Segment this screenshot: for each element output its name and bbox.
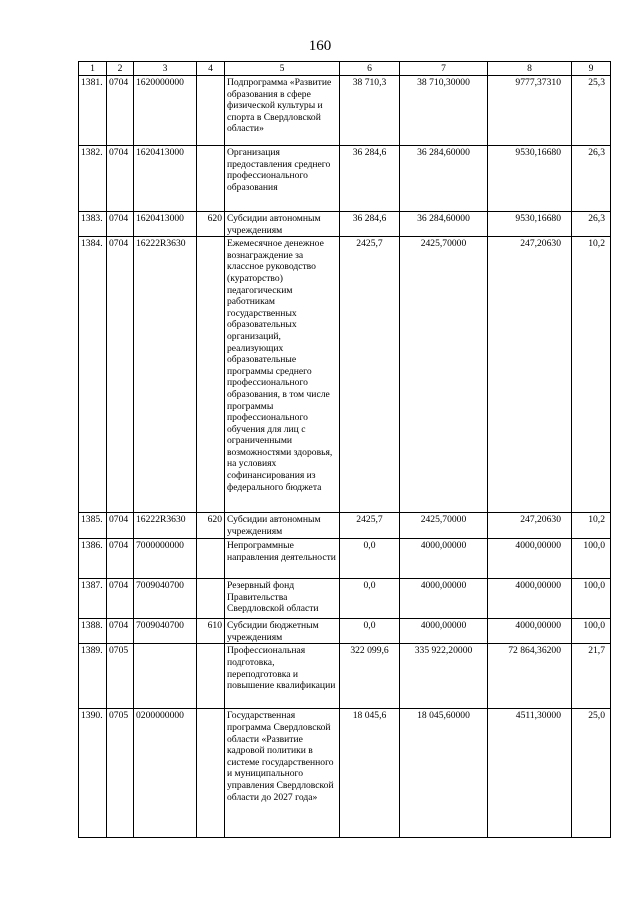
value-col8: 72 864,36200 <box>488 644 572 709</box>
col-header: 9 <box>572 62 611 76</box>
row-number: 1385. <box>79 513 107 539</box>
item-name: Подпрограмма «Развитие образования в сфере физической культуры и спорта в Свердловской области» <box>225 76 340 146</box>
target-article-code: 16222R3630 <box>134 513 197 539</box>
value-col6: 0,0 <box>340 619 400 644</box>
table-row <box>79 146 611 212</box>
target-article-code: 7009040700 <box>134 619 197 644</box>
item-name: Субсидии бюджетным учреждениям <box>225 619 340 644</box>
value-col6: 36 284,6 <box>340 146 400 212</box>
expense-type-code <box>197 644 225 709</box>
col-header: 1 <box>79 62 107 76</box>
table-row <box>79 619 611 644</box>
item-name: Ежемесячное денежное вознаграждение за классное руководство (кураторство) педагогическим работникам государственных образовательных организаций, реализующих образовательные программы среднего профессионального образования, в том числе программы профессионального обучения для лиц с ограниченными возможностями здоровья, на условиях софинансирования из федерального бюджета <box>225 237 340 513</box>
section-code: 0704 <box>107 76 134 146</box>
value-col7: 2425,70000 <box>400 237 488 513</box>
expense-type-code: 620 <box>197 212 225 237</box>
value-col8: 4000,00000 <box>488 539 572 579</box>
expense-type-code <box>197 709 225 838</box>
table-row <box>79 709 611 838</box>
value-col7: 4000,00000 <box>400 579 488 619</box>
col-header: 6 <box>340 62 400 76</box>
table-row <box>79 644 611 709</box>
value-col6: 0,0 <box>340 539 400 579</box>
value-col8: 247,20630 <box>488 237 572 513</box>
expense-type-code: 610 <box>197 619 225 644</box>
target-article-code: 1620413000 <box>134 212 197 237</box>
section-code: 0704 <box>107 579 134 619</box>
item-name: Непрограммные направления деятельности <box>225 539 340 579</box>
budget-table <box>78 61 611 838</box>
value-col6: 38 710,3 <box>340 76 400 146</box>
value-col7: 335 922,20000 <box>400 644 488 709</box>
col-header: 5 <box>225 62 340 76</box>
expense-type-code: 620 <box>197 513 225 539</box>
table-row <box>79 539 611 579</box>
value-col9: 26,3 <box>572 212 611 237</box>
expense-type-code <box>197 146 225 212</box>
value-col6: 36 284,6 <box>340 212 400 237</box>
value-col7: 4000,00000 <box>400 619 488 644</box>
value-col6: 322 099,6 <box>340 644 400 709</box>
value-col9: 100,0 <box>572 579 611 619</box>
target-article-code: 1620000000 <box>134 76 197 146</box>
value-col7: 36 284,60000 <box>400 212 488 237</box>
table-row <box>79 513 611 539</box>
target-article-code: 7009040700 <box>134 579 197 619</box>
row-number: 1390. <box>79 709 107 838</box>
target-article-code: 1620413000 <box>134 146 197 212</box>
row-number: 1381. <box>79 76 107 146</box>
item-name: Резервный фонд Правительства Свердловской области <box>225 579 340 619</box>
col-header: 8 <box>488 62 572 76</box>
target-article-code <box>134 644 197 709</box>
table-row <box>79 76 611 146</box>
value-col7: 18 045,60000 <box>400 709 488 838</box>
item-name: Государственная программа Свердловской области «Развитие кадровой политики в системе государственного и муниципального управления Свердловской области до 2027 года» <box>225 709 340 838</box>
value-col8: 4000,00000 <box>488 619 572 644</box>
value-col8: 4511,30000 <box>488 709 572 838</box>
value-col9: 10,2 <box>572 513 611 539</box>
value-col9: 26,3 <box>572 146 611 212</box>
value-col9: 25,3 <box>572 76 611 146</box>
value-col8: 9777,37310 <box>488 76 572 146</box>
section-code: 0705 <box>107 644 134 709</box>
item-name: Организация предоставления среднего профессионального образования <box>225 146 340 212</box>
row-number: 1382. <box>79 146 107 212</box>
item-name: Субсидии автономным учреждениям <box>225 212 340 237</box>
expense-type-code <box>197 579 225 619</box>
section-code: 0704 <box>107 212 134 237</box>
target-article-code: 0200000000 <box>134 709 197 838</box>
table-body <box>79 76 611 838</box>
row-number: 1384. <box>79 237 107 513</box>
value-col8: 9530,16680 <box>488 146 572 212</box>
expense-type-code <box>197 539 225 579</box>
item-name: Профессиональная подготовка, переподготовка и повышение квалификации <box>225 644 340 709</box>
value-col9: 25,0 <box>572 709 611 838</box>
value-col6: 2425,7 <box>340 237 400 513</box>
value-col7: 4000,00000 <box>400 539 488 579</box>
value-col6: 18 045,6 <box>340 709 400 838</box>
target-article-code: 7000000000 <box>134 539 197 579</box>
value-col8: 247,20630 <box>488 513 572 539</box>
section-code: 0704 <box>107 513 134 539</box>
value-col6: 0,0 <box>340 579 400 619</box>
section-code: 0705 <box>107 709 134 838</box>
page-number: 160 <box>308 38 332 54</box>
value-col8: 9530,16680 <box>488 212 572 237</box>
section-code: 0704 <box>107 237 134 513</box>
row-number: 1383. <box>79 212 107 237</box>
col-header: 4 <box>197 62 225 76</box>
value-col7: 2425,70000 <box>400 513 488 539</box>
value-col8: 4000,00000 <box>488 579 572 619</box>
row-number: 1388. <box>79 619 107 644</box>
row-number: 1386. <box>79 539 107 579</box>
value-col7: 36 284,60000 <box>400 146 488 212</box>
value-col9: 21,7 <box>572 644 611 709</box>
table-row <box>79 579 611 619</box>
value-col9: 100,0 <box>572 619 611 644</box>
section-code: 0704 <box>107 539 134 579</box>
value-col7: 38 710,30000 <box>400 76 488 146</box>
value-col6: 2425,7 <box>340 513 400 539</box>
col-header: 2 <box>107 62 134 76</box>
item-name: Субсидии автономным учреждениям <box>225 513 340 539</box>
expense-type-code <box>197 76 225 146</box>
row-number: 1389. <box>79 644 107 709</box>
table-row <box>79 212 611 237</box>
col-header: 3 <box>134 62 197 76</box>
target-article-code: 16222R3630 <box>134 237 197 513</box>
section-code: 0704 <box>107 619 134 644</box>
row-number: 1387. <box>79 579 107 619</box>
value-col9: 100,0 <box>572 539 611 579</box>
value-col9: 10,2 <box>572 237 611 513</box>
section-code: 0704 <box>107 146 134 212</box>
col-header: 7 <box>400 62 488 76</box>
header-row <box>79 62 611 76</box>
expense-type-code <box>197 237 225 513</box>
table-row <box>79 237 611 513</box>
